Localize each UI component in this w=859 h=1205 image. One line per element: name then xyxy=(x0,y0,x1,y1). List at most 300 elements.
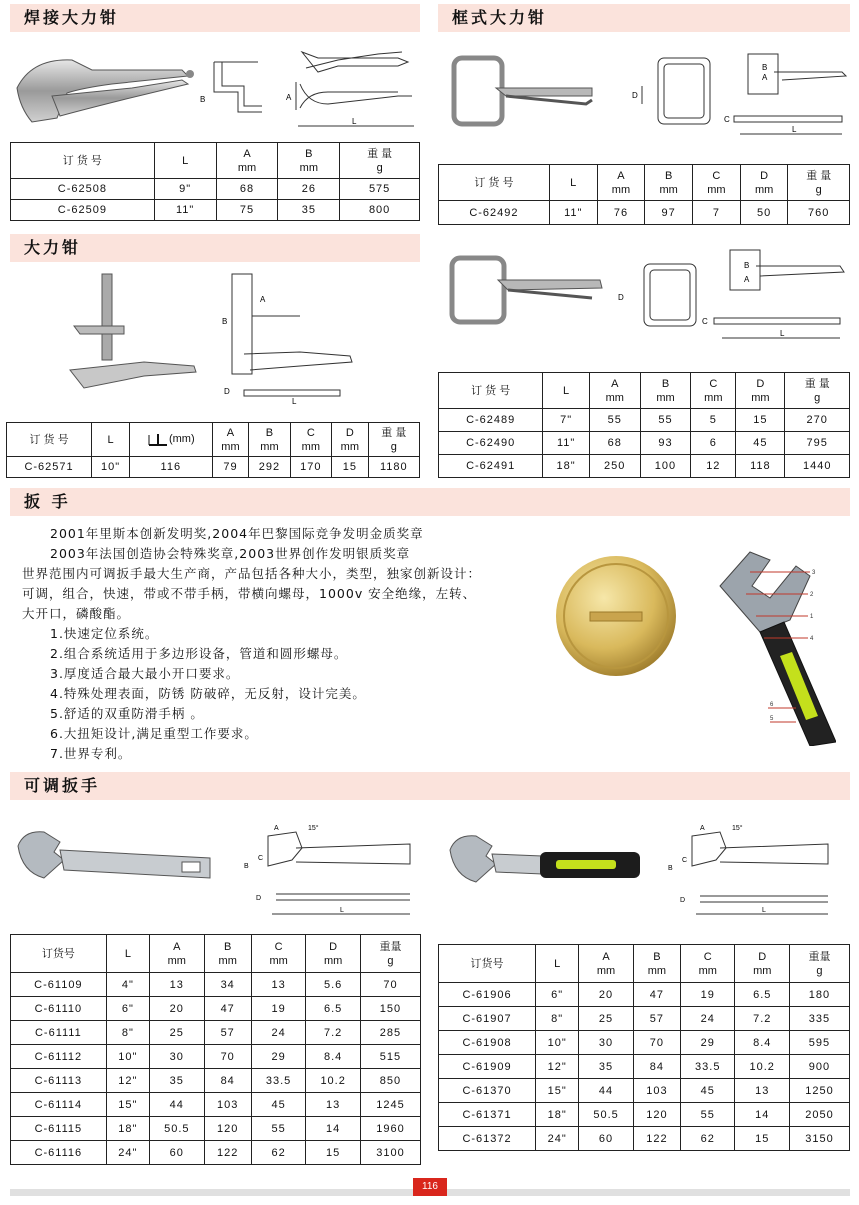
header-text: C xyxy=(274,940,283,953)
table-row xyxy=(439,1055,850,1079)
intro-line-3: 大开口，磷酸酯。 xyxy=(22,606,131,621)
header-text: B xyxy=(661,377,670,390)
table-cell: 47 xyxy=(204,997,251,1021)
table-cell: 60 xyxy=(579,1127,633,1151)
label-b: B xyxy=(668,865,673,872)
table-header-row xyxy=(439,165,850,201)
header-text: 重 量 xyxy=(367,147,393,160)
table-cell: 68 xyxy=(589,432,640,455)
label-angle: 15° xyxy=(308,825,319,832)
table-row xyxy=(439,432,850,455)
table-cell: 19 xyxy=(251,997,306,1021)
table-header-cell xyxy=(740,165,788,201)
header-text: A xyxy=(602,950,610,963)
table-header-cell xyxy=(106,935,149,973)
table-header-row xyxy=(439,373,850,409)
table-header-cell xyxy=(92,423,130,457)
label-b: B xyxy=(244,863,249,870)
table-header-row xyxy=(11,935,421,973)
table-header-cell xyxy=(216,143,278,179)
header-text: 重 量 xyxy=(381,426,407,439)
table-cell: C-61111 xyxy=(11,1021,107,1045)
table-cell: 7.2 xyxy=(735,1007,789,1031)
header-text: mm xyxy=(707,183,726,196)
table-header-row xyxy=(11,143,420,179)
table-cell: 118 xyxy=(736,455,785,478)
welding-spec-table xyxy=(10,142,420,221)
table-cell: 15" xyxy=(106,1093,149,1117)
table-row xyxy=(439,983,850,1007)
table-cell: 44 xyxy=(579,1079,633,1103)
table-cell: 33.5 xyxy=(251,1069,306,1093)
header-text: C xyxy=(709,377,718,390)
table-header-cell xyxy=(691,373,736,409)
adjustable-wrench-drawing-1 xyxy=(242,818,420,918)
header-text: mm xyxy=(218,954,237,967)
callout-3: 3 xyxy=(812,570,816,576)
table-cell: 8" xyxy=(536,1007,579,1031)
header-text: B xyxy=(224,940,232,953)
frame-jaw-drawing-1 xyxy=(630,52,720,132)
table-cell: 13 xyxy=(150,973,205,997)
table-cell: 14 xyxy=(306,1117,361,1141)
table-cell: C-61109 xyxy=(11,973,107,997)
label-a: A xyxy=(744,275,750,284)
table-cell: 15 xyxy=(306,1141,361,1165)
table-header-cell xyxy=(290,423,331,457)
table-cell: 25 xyxy=(150,1021,205,1045)
header-text: B xyxy=(305,147,313,160)
table-header-cell xyxy=(278,143,340,179)
feature-4: 4.特殊处理表面，防锈 防破碎，无反射，设计完美。 xyxy=(50,686,366,701)
header-text: D xyxy=(345,426,354,439)
header-text: g xyxy=(376,161,383,174)
table-header-cell xyxy=(251,935,306,973)
header-text: 重 量 xyxy=(806,169,832,182)
table-cell: 795 xyxy=(785,432,850,455)
table-header-cell xyxy=(597,165,645,201)
table-cell: 15" xyxy=(536,1079,579,1103)
table-cell: 122 xyxy=(204,1141,251,1165)
table-cell: 55 xyxy=(251,1117,306,1141)
label-a: A xyxy=(260,295,266,304)
header-text: D xyxy=(329,940,338,953)
wrench-callout-image xyxy=(700,546,836,746)
header-text: 重量 xyxy=(379,940,402,953)
label-l: L xyxy=(352,117,357,126)
table-cell: 50.5 xyxy=(579,1103,633,1127)
table-cell: 76 xyxy=(597,201,645,225)
header-text: A xyxy=(226,426,235,439)
table-cell: 13 xyxy=(251,973,306,997)
header-text: mm xyxy=(611,183,631,196)
label-d: D xyxy=(680,897,686,904)
table-header-cell xyxy=(340,143,420,179)
table-row xyxy=(11,973,421,997)
table-cell: 285 xyxy=(360,1021,420,1045)
page-number: 116 xyxy=(413,1178,447,1196)
table-cell: 6.5 xyxy=(735,983,789,1007)
section-header-grip: 大力钳 xyxy=(10,234,420,262)
table-cell: 3150 xyxy=(789,1127,849,1151)
feature-1: 1.快速定位系统。 xyxy=(50,626,159,641)
label-a: A xyxy=(286,93,292,102)
header-text: 订 货 号 xyxy=(29,433,69,446)
feature-3: 3.厚度适合最大最小开口要求。 xyxy=(50,666,240,681)
header-text: mm xyxy=(167,954,186,967)
table-cell: 900 xyxy=(789,1055,849,1079)
label-c: C xyxy=(258,855,264,862)
label-c: C xyxy=(682,857,688,864)
table-cell: 1250 xyxy=(789,1079,849,1103)
table-cell: 29 xyxy=(251,1045,306,1069)
header-text: mm xyxy=(269,954,288,967)
table-row xyxy=(11,1093,421,1117)
table-cell: 79 xyxy=(212,457,249,478)
table-header-cell xyxy=(579,945,633,983)
callout-5: 5 xyxy=(770,716,774,722)
header-text: L xyxy=(124,947,131,960)
table-row xyxy=(11,1141,421,1165)
table-header-cell xyxy=(640,373,691,409)
table-cell: C-61908 xyxy=(439,1031,536,1055)
welding-jaw-drawing xyxy=(198,58,268,120)
table-cell: C-62492 xyxy=(439,201,550,225)
table-cell: 68 xyxy=(216,179,278,200)
table-cell: 11" xyxy=(549,201,597,225)
table-header-cell xyxy=(439,373,543,409)
adjustable-spec-table-1 xyxy=(10,934,421,1165)
feature-7: 7.世界专利。 xyxy=(50,746,132,761)
table-header-cell xyxy=(154,143,216,179)
header-text: mm xyxy=(299,161,318,174)
table-cell: 760 xyxy=(788,201,850,225)
table-header-cell xyxy=(439,165,550,201)
table-cell: 8" xyxy=(106,1021,149,1045)
table-cell: 12" xyxy=(106,1069,149,1093)
intro-line-2: 可调，组合，快速，带或不带手柄，带横向螺母，1000v 安全绝缘，左转、 xyxy=(22,586,477,601)
callout-1: 1 xyxy=(810,614,814,620)
table-cell: 70 xyxy=(360,973,420,997)
table-cell: 800 xyxy=(340,200,420,221)
table-cell: 515 xyxy=(360,1045,420,1069)
header-text: mm xyxy=(605,391,624,404)
table-header-cell xyxy=(788,165,850,201)
table-row xyxy=(11,1069,421,1093)
header-text: A xyxy=(611,377,619,390)
table-row xyxy=(11,1045,421,1069)
header-text: g xyxy=(815,183,822,196)
header-text: mm xyxy=(704,391,723,404)
table-cell: 26 xyxy=(278,179,340,200)
table-cell: 3100 xyxy=(360,1141,420,1165)
table-cell: C-61116 xyxy=(11,1141,107,1165)
table-cell: 15 xyxy=(735,1127,789,1151)
table-cell: 34 xyxy=(204,973,251,997)
table-cell: 5 xyxy=(691,409,736,432)
section-header-frame: 框式大力钳 xyxy=(438,4,850,32)
table-cell: 120 xyxy=(633,1103,680,1127)
table-cell: 75 xyxy=(216,200,278,221)
adjustable-wrench-photo-1 xyxy=(14,822,214,892)
table-header-cell xyxy=(11,935,107,973)
welding-clamp-drawing xyxy=(278,44,418,130)
header-text: A xyxy=(243,147,251,160)
label-b: B xyxy=(200,95,206,104)
table-cell: 13 xyxy=(306,1093,361,1117)
table-cell: 1960 xyxy=(360,1117,420,1141)
grip-clamp-drawing xyxy=(220,270,360,406)
table-cell: 20 xyxy=(579,983,633,1007)
section-header-welding: 焊接大力钳 xyxy=(10,4,420,32)
table-cell: C-62491 xyxy=(439,455,543,478)
header-text: mm xyxy=(751,391,770,404)
table-cell: 10" xyxy=(106,1045,149,1069)
header-text: mm xyxy=(260,440,279,453)
table-header-cell xyxy=(536,945,579,983)
grip-spec-table xyxy=(6,422,420,478)
table-row xyxy=(439,455,850,478)
table-cell: 18" xyxy=(106,1117,149,1141)
header-text: D xyxy=(756,377,765,390)
table-header-cell xyxy=(736,373,785,409)
table-cell: 7" xyxy=(543,409,589,432)
table-cell: 1245 xyxy=(360,1093,420,1117)
table-cell: 29 xyxy=(681,1031,735,1055)
table-cell: C-61113 xyxy=(11,1069,107,1093)
table-cell: 55 xyxy=(589,409,640,432)
table-cell: 62 xyxy=(251,1141,306,1165)
header-text: 重量 xyxy=(808,950,831,963)
table-cell: 335 xyxy=(789,1007,849,1031)
table-cell: 116 xyxy=(129,457,212,478)
callout-2: 2 xyxy=(810,592,814,598)
table-row xyxy=(11,1021,421,1045)
frame-spec-table-1 xyxy=(438,164,850,225)
table-cell: 15 xyxy=(332,457,369,478)
table-cell: 850 xyxy=(360,1069,420,1093)
table-cell: 24 xyxy=(251,1021,306,1045)
table-cell: 7.2 xyxy=(306,1021,361,1045)
label-c: C xyxy=(724,115,730,124)
table-header-cell xyxy=(11,143,155,179)
header-text: mm xyxy=(340,440,359,453)
section-header-adjustable: 可调扳手 xyxy=(10,772,850,800)
label-l: L xyxy=(292,397,297,406)
table-header-cell xyxy=(785,373,850,409)
table-header-cell xyxy=(439,945,536,983)
header-text: mm xyxy=(647,964,667,977)
section-header-wrench: 扳 手 xyxy=(10,488,850,516)
table-cell: 18" xyxy=(536,1103,579,1127)
table-cell: C-61372 xyxy=(439,1127,536,1151)
table-row xyxy=(439,1031,850,1055)
table-cell: C-61114 xyxy=(11,1093,107,1117)
table-cell: 35 xyxy=(579,1055,633,1079)
table-cell: 6" xyxy=(106,997,149,1021)
callout-6: 6 xyxy=(770,702,774,708)
table-cell: 50.5 xyxy=(150,1117,205,1141)
table-header-cell xyxy=(150,935,205,973)
adjustable-wrench-photo-2 xyxy=(446,826,642,896)
table-cell: 11" xyxy=(543,432,589,455)
table-cell: 62 xyxy=(681,1127,735,1151)
wrench-description xyxy=(22,524,542,764)
table-cell: 6.5 xyxy=(306,997,361,1021)
table-cell: 70 xyxy=(204,1045,251,1069)
award-line-1: 2001年里斯本创新发明奖,2004年巴黎国际竞争发明金质奖章 xyxy=(50,526,424,541)
table-cell: 24 xyxy=(681,1007,735,1031)
table-cell: C-62489 xyxy=(439,409,543,432)
table-cell: 5.6 xyxy=(306,973,361,997)
intro-line-1: 世界范围内可调扳手最大生产商，产品包括各种大小，类型，独家创新设计： xyxy=(22,566,482,581)
table-cell: 4" xyxy=(106,973,149,997)
table-row xyxy=(11,997,421,1021)
table-header-cell xyxy=(306,935,361,973)
header-text: 订货号 xyxy=(41,947,75,960)
table-cell: 33.5 xyxy=(681,1055,735,1079)
table-cell: 45 xyxy=(251,1093,306,1117)
table-cell: 57 xyxy=(633,1007,680,1031)
header-text: 订 货 号 xyxy=(471,384,511,397)
header-text: A xyxy=(617,169,625,182)
table-header-cell xyxy=(681,945,735,983)
header-text: mm xyxy=(656,391,675,404)
feature-6: 6.大扭矩设计,满足重型工作要求。 xyxy=(50,726,258,741)
label-l: L xyxy=(340,907,344,914)
header-text: L xyxy=(107,433,114,446)
table-header-cell xyxy=(693,165,741,201)
header-text: mm xyxy=(659,183,678,196)
label-l: L xyxy=(780,329,785,338)
table-cell: 270 xyxy=(785,409,850,432)
table-cell: 30 xyxy=(579,1031,633,1055)
table-cell: 93 xyxy=(640,432,691,455)
table-cell: 24" xyxy=(536,1127,579,1151)
table-header-cell xyxy=(549,165,597,201)
header-text: mm xyxy=(698,964,717,977)
frame-clamp-drawing-1 xyxy=(722,48,850,140)
table-cell: 45 xyxy=(736,432,785,455)
table-cell: 10.2 xyxy=(735,1055,789,1079)
header-text: mm xyxy=(237,161,257,174)
table-cell: 11" xyxy=(154,200,216,221)
frame-clamp-drawing-2 xyxy=(700,244,850,344)
table-row xyxy=(439,1127,850,1151)
table-cell: 8.4 xyxy=(306,1045,361,1069)
header-text: 重 量 xyxy=(804,377,830,390)
table-cell: C-61370 xyxy=(439,1079,536,1103)
header-text: C xyxy=(703,950,712,963)
table-cell: 120 xyxy=(204,1117,251,1141)
table-cell: 44 xyxy=(150,1093,205,1117)
header-text: A xyxy=(173,940,181,953)
table-header-cell xyxy=(368,423,419,457)
callout-4: 4 xyxy=(810,636,814,642)
welding-clamp-photo xyxy=(12,48,194,128)
table-cell: C-61371 xyxy=(439,1103,536,1127)
table-header-cell xyxy=(589,373,640,409)
header-text: g xyxy=(387,954,394,967)
header-text: L xyxy=(554,957,561,970)
table-cell: 292 xyxy=(249,457,290,478)
table-cell: 6 xyxy=(691,432,736,455)
header-text: mm xyxy=(221,440,240,453)
table-header-cell xyxy=(360,935,420,973)
table-cell: C-61110 xyxy=(11,997,107,1021)
table-cell: 10" xyxy=(92,457,130,478)
header-text: B xyxy=(653,950,661,963)
label-c: C xyxy=(702,317,708,326)
gold-medal-image xyxy=(554,554,678,678)
table-cell: 122 xyxy=(633,1127,680,1151)
table-cell: 14 xyxy=(735,1103,789,1127)
table-row xyxy=(11,179,420,200)
label-a: A xyxy=(274,825,279,832)
table-cell: 8.4 xyxy=(735,1031,789,1055)
header-text: g xyxy=(814,391,821,404)
table-cell: 35 xyxy=(278,200,340,221)
header-text: L xyxy=(570,176,577,189)
table-cell: 55 xyxy=(640,409,691,432)
table-cell: 47 xyxy=(633,983,680,1007)
table-cell: 575 xyxy=(340,179,420,200)
table-cell: 100 xyxy=(640,455,691,478)
frame-jaw-drawing-2 xyxy=(616,258,706,334)
table-row xyxy=(7,457,420,478)
table-cell: 19 xyxy=(681,983,735,1007)
feature-2: 2.组合系统适用于多边形设备，管道和圆形螺母。 xyxy=(50,646,348,661)
label-d: D xyxy=(618,293,624,302)
table-cell: 1180 xyxy=(368,457,419,478)
table-cell: 150 xyxy=(360,997,420,1021)
table-cell: 84 xyxy=(633,1055,680,1079)
table-row xyxy=(439,409,850,432)
table-cell: 180 xyxy=(789,983,849,1007)
table-cell: C-61115 xyxy=(11,1117,107,1141)
header-text: (mm) xyxy=(168,433,195,446)
frame-clamp-photo-2 xyxy=(442,250,606,330)
award-line-2: 2003年法国创造协会特殊奖章,2003世界创作发明银质奖章 xyxy=(50,546,411,561)
table-cell: 55 xyxy=(681,1103,735,1127)
table-header-row xyxy=(7,423,420,457)
table-cell: 15 xyxy=(736,409,785,432)
adjustable-wrench-drawing-2 xyxy=(666,818,836,918)
header-text: B xyxy=(265,426,274,439)
header-text: mm xyxy=(596,964,616,977)
table-cell: C-62508 xyxy=(11,179,155,200)
table-cell: 7 xyxy=(693,201,741,225)
label-b: B xyxy=(762,63,768,72)
table-cell: 50 xyxy=(740,201,788,225)
table-header-cell xyxy=(332,423,369,457)
grip-clamp-photo xyxy=(64,270,204,394)
table-cell: 30 xyxy=(150,1045,205,1069)
table-cell: 103 xyxy=(633,1079,680,1103)
table-cell: 45 xyxy=(681,1079,735,1103)
table-cell: 10" xyxy=(536,1031,579,1055)
table-header-cell xyxy=(212,423,249,457)
adjustable-spec-table-2 xyxy=(438,944,850,1151)
label-a: A xyxy=(700,825,705,832)
table-cell: 595 xyxy=(789,1031,849,1055)
table-row xyxy=(439,1103,850,1127)
table-cell: 97 xyxy=(645,201,693,225)
header-text: D xyxy=(758,950,767,963)
table-cell: C-61909 xyxy=(439,1055,536,1079)
header-text: mm xyxy=(301,440,320,453)
label-b: B xyxy=(222,317,228,326)
